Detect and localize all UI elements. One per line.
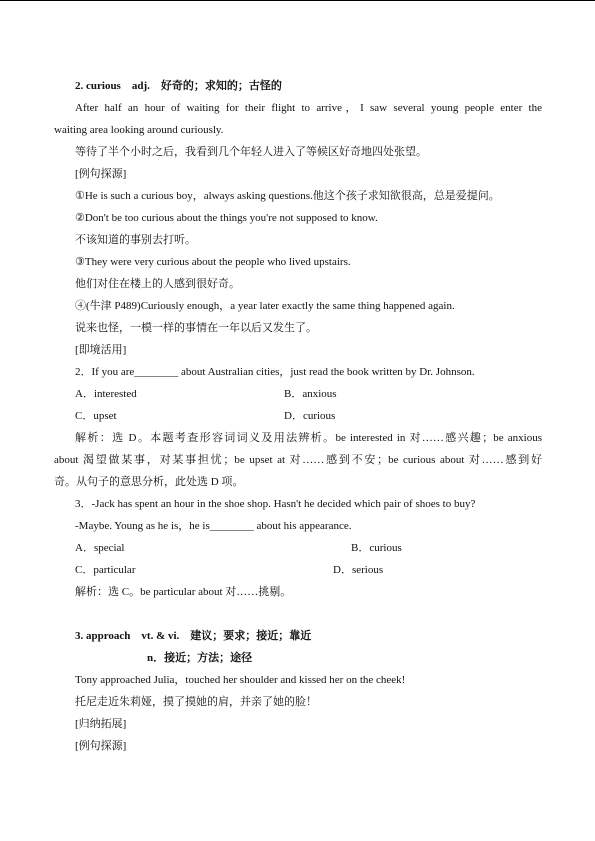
section-3-example-en: Tony approached Julia，touched her shoulder and kissed her on the cheek! [75, 674, 406, 686]
tag-examples: [例句探源] [75, 168, 127, 180]
section-2-heading: 2. curious adj. 好奇的；求知的；古怪的 [75, 80, 282, 92]
question-3: 3．-Jack has spent an hour in the shoe shop. Hasn't he decided which pair of shoes to buy? [75, 498, 476, 510]
section-3-example-zh: 托尼走近朱莉娅，摸了摸她的肩，并亲了她的脸！ [75, 696, 317, 708]
question-2-option-d: D．curious [284, 410, 336, 422]
question-2-explanation-line-3: 奇。从句子的意思分析，此处选 D 项。 [54, 476, 244, 488]
question-2-option-a: A．interested [75, 388, 137, 400]
example-en-line-2: waiting area looking around curiously. [54, 124, 224, 136]
example-sentence-3-translation: 他们对住在楼上的人感到很好奇。 [75, 278, 240, 290]
question-2-option-c: C．upset [75, 410, 117, 422]
question-3-explanation: 解析：选 C。be particular about 对……挑剔。 [75, 586, 292, 598]
tag-summary: [归纳拓展] [75, 718, 127, 730]
question-2-option-b: B．anxious [284, 388, 337, 400]
tag-practice: [即境活用] [75, 344, 127, 356]
example-sentence-4: ④(牛津 P489)Curiously enough，a year later exactly the same thing happened again. [75, 300, 455, 312]
example-zh: 等待了半个小时之后，我看到几个年轻人进入了等候区好奇地四处张望。 [75, 146, 427, 158]
example-sentence-1: ①He is such a curious boy，always asking questions.他这个孩子求知欲很高，总是爱提问。 [75, 190, 500, 202]
example-sentence-2: ②Don't be too curious about the things you're not supposed to know. [75, 212, 378, 224]
question-3-option-c: C．particular [75, 564, 136, 576]
example-sentence-4-translation: 说来也怪，一模一样的事情在一年以后又发生了。 [75, 322, 317, 334]
question-2-explanation-line-2: about 渴望做某事，对某事担忧；be upset at 对……感到不安；be curious about 对……感到好 [54, 454, 542, 466]
section-3-heading: 3. approach vt. & vi. 建议；要求；接近；靠近 [75, 630, 312, 642]
section-3-heading-noun: n．接近；方法；途径 [147, 652, 253, 664]
question-3-line-2: -Maybe. Young as he is，he is________ about his appearance. [75, 520, 352, 532]
question-3-option-a: A．special [75, 542, 125, 554]
example-sentence-2-translation: 不该知道的事别去打听。 [75, 234, 196, 246]
question-3-option-b: B．curious [351, 542, 402, 554]
question-2: 2．If you are________ about Australian cities，just read the book written by Dr. Johnson. [75, 366, 475, 378]
example-sentence-3: ③They were very curious about the people who lived upstairs. [75, 256, 351, 268]
question-2-explanation-line-1: 解析：选 D。本题考查形容词词义及用法辨析。be interested in 对……感兴趣；be anxious [75, 432, 542, 444]
page-top-rule [0, 0, 595, 1]
section-3-tag-examples: [例句探源] [75, 740, 127, 752]
question-3-option-d: D．serious [333, 564, 384, 576]
example-en-line-1: After half an hour of waiting for their flight to arrive，I saw several young people enter the [75, 102, 542, 114]
